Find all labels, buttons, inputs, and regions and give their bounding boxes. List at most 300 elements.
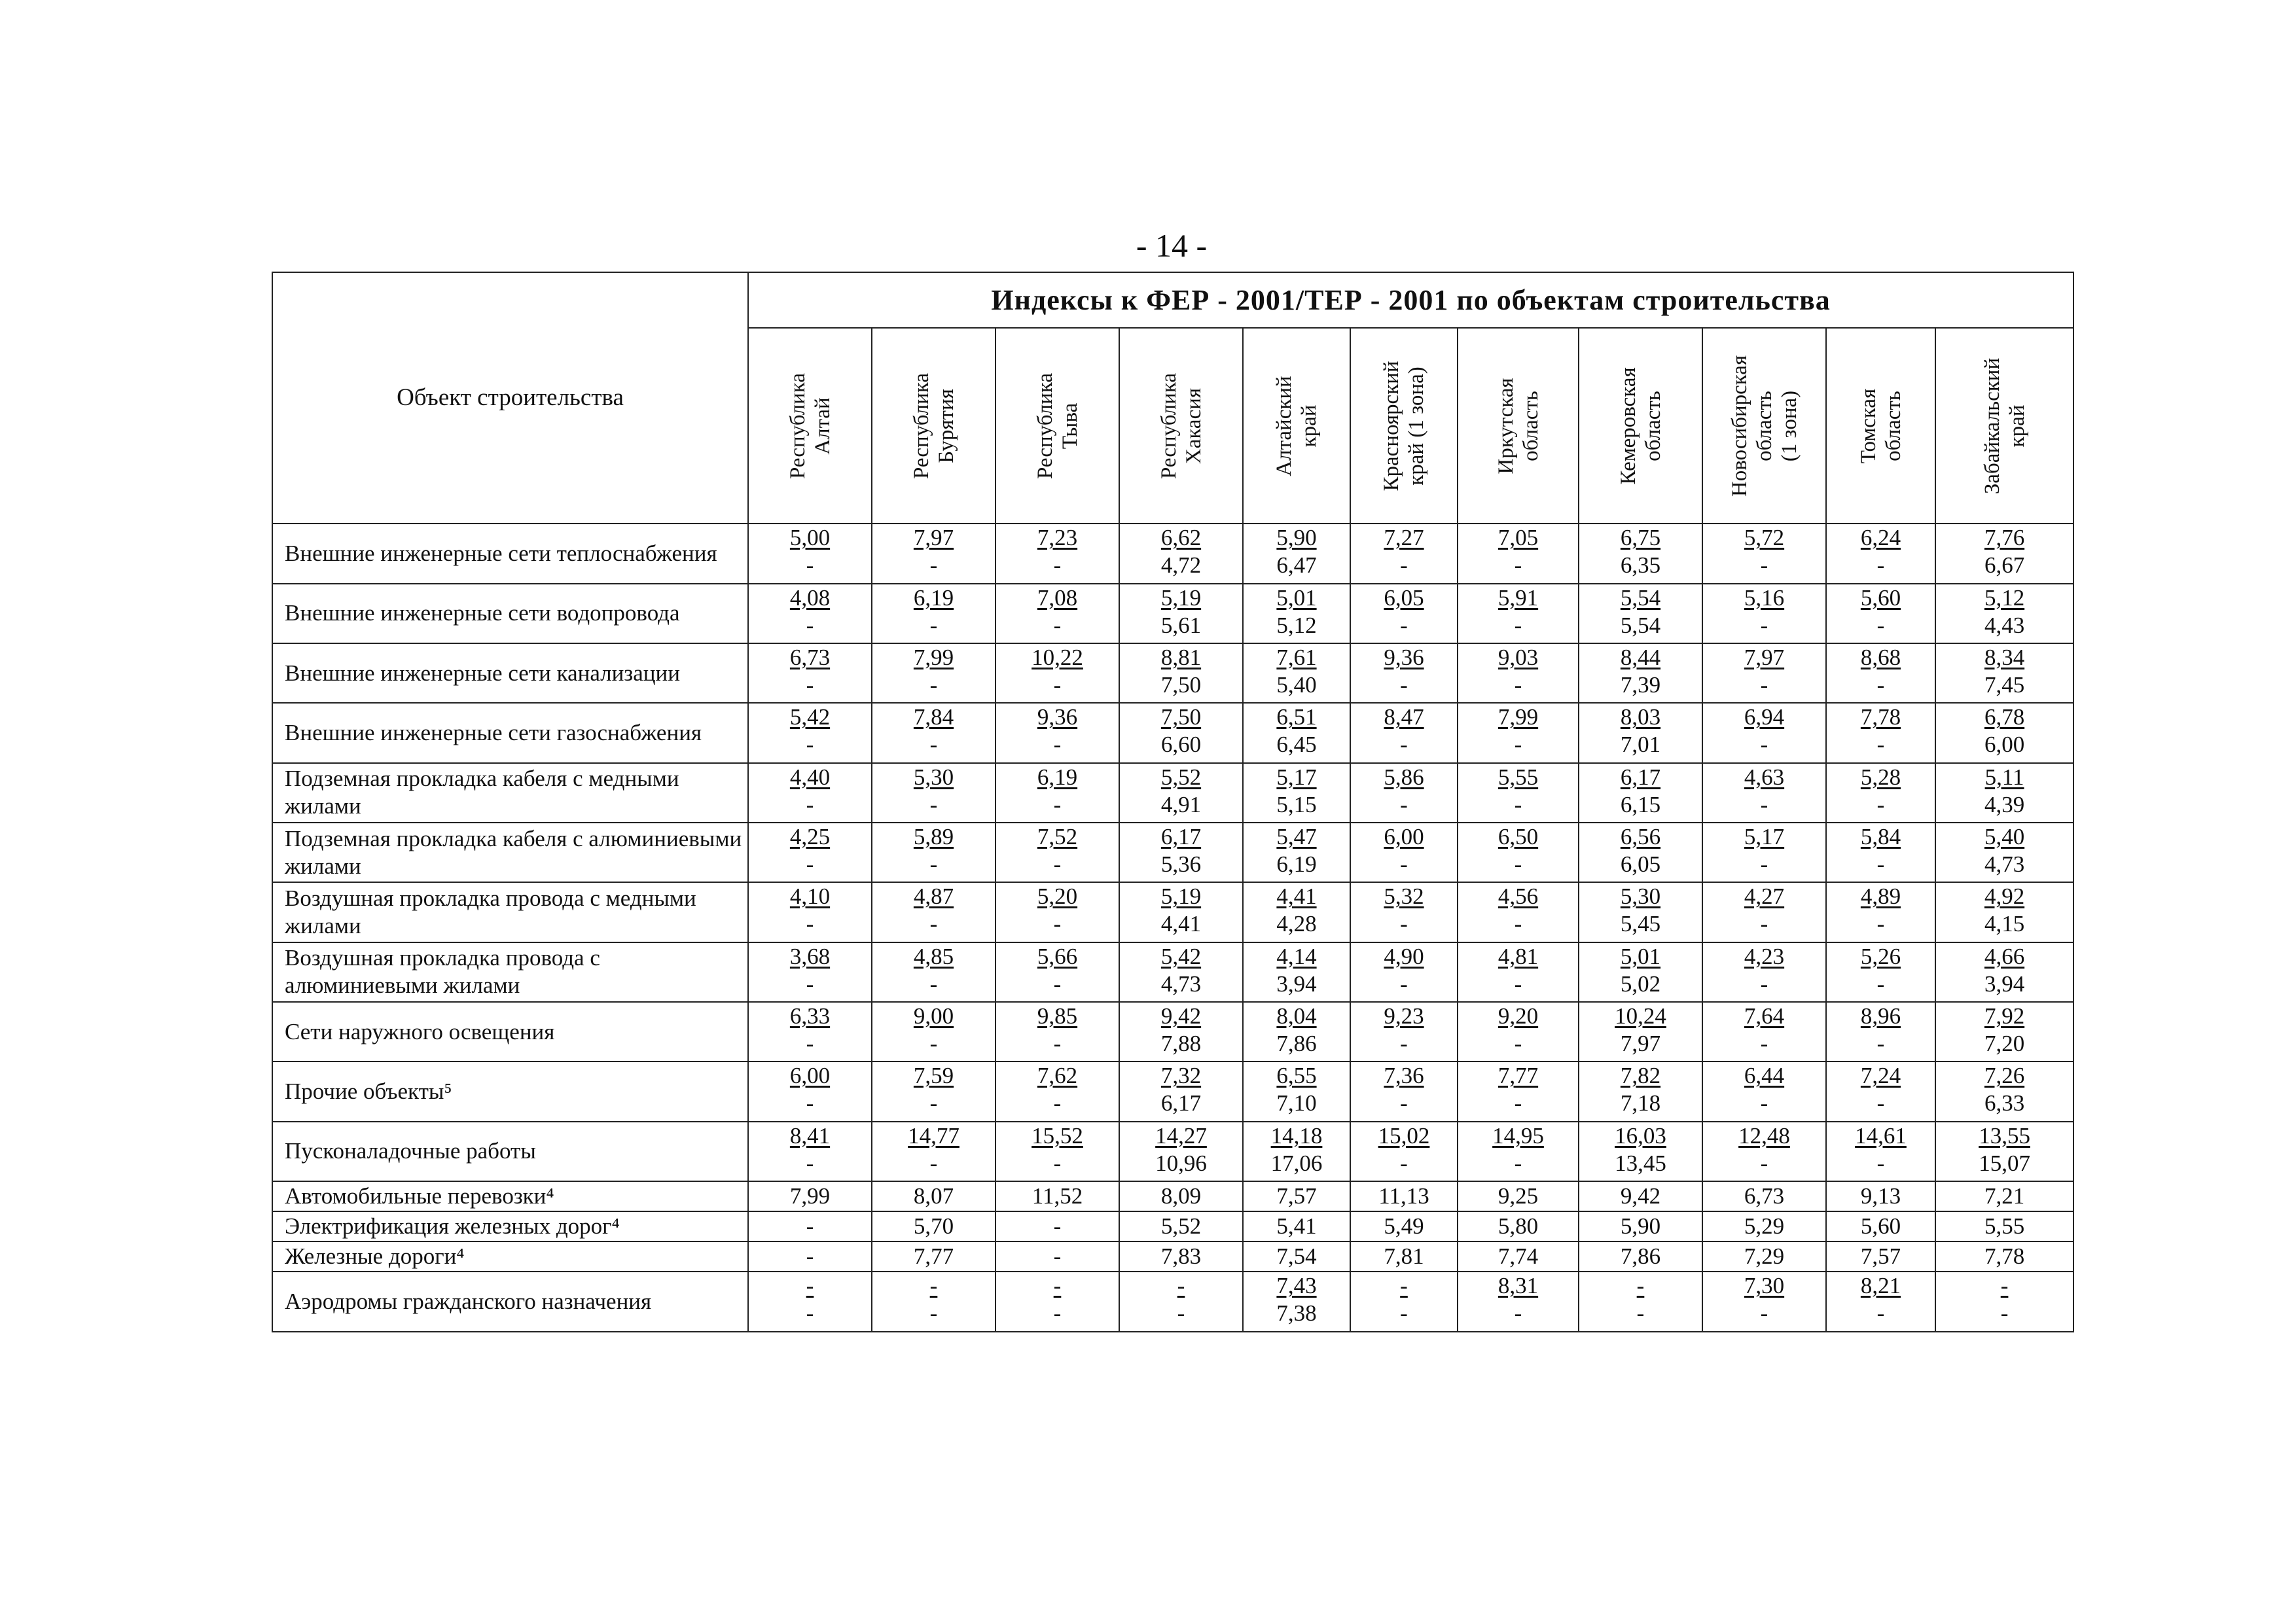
index-value-bottom: - <box>2000 1300 2009 1327</box>
object-name: Воздушная прокладка провода с алюминиевыми жилами <box>272 942 748 1002</box>
index-value-bottom: - <box>1760 732 1768 758</box>
index-cell <box>1579 524 1702 583</box>
index-cell <box>748 823 872 882</box>
index-cell <box>872 763 996 823</box>
index-value-top: 5,20 <box>1037 883 1078 910</box>
index-value-top: 4,56 <box>1498 883 1539 910</box>
index-cell <box>996 1061 1119 1121</box>
index-value-bottom: 6,17 <box>1160 1090 1202 1116</box>
region-name-line: Алтайский <box>1272 376 1296 476</box>
index-cell <box>1119 1061 1243 1121</box>
index-cell <box>996 643 1119 703</box>
table-row <box>272 1272 2073 1332</box>
index-value-top: 4,87 <box>913 883 954 910</box>
region-name-line: Красноярский <box>1380 361 1403 491</box>
index-value-bottom: 6,15 <box>1620 791 1661 817</box>
index-cell <box>1702 584 1826 643</box>
index-value-top: 6,17 <box>1160 824 1202 850</box>
index-value-top: 5,47 <box>1276 824 1317 850</box>
index-cell <box>1935 1061 2073 1121</box>
index-value-bottom: - <box>929 1031 938 1057</box>
index-value-bottom: 6,67 <box>1984 552 2025 579</box>
index-value-bottom: - <box>929 552 938 579</box>
index-cell <box>1579 942 1702 1002</box>
region-header <box>1702 328 1826 524</box>
index-cell <box>1826 643 1935 703</box>
index-value-bottom: - <box>1514 1031 1522 1057</box>
index-value-top: 4,40 <box>789 764 831 790</box>
index-cell <box>1935 823 2073 882</box>
index-cell <box>748 1272 872 1332</box>
index-cell <box>1119 703 1243 762</box>
index-value-bottom: - <box>1760 612 1768 638</box>
index-value-bottom: 3,94 <box>1984 971 2025 997</box>
index-cell <box>1826 1272 1935 1332</box>
index-value-bottom: - <box>1053 1300 1062 1327</box>
index-cell <box>1350 1002 1458 1061</box>
region-header <box>748 328 872 524</box>
index-value-top: 5,55 <box>1498 764 1539 790</box>
index-value-top: 7,26 <box>1984 1063 2025 1089</box>
table-row <box>272 703 2073 762</box>
index-value-bottom: - <box>929 791 938 817</box>
index-cell <box>996 763 1119 823</box>
index-value-top: - <box>1400 1273 1408 1299</box>
index-value-top: - <box>1636 1273 1645 1299</box>
region-header <box>1243 328 1350 524</box>
index-value-bottom: - <box>1400 911 1408 937</box>
index-cell <box>1935 942 2073 1002</box>
region-name-line: Бурятия <box>934 389 958 463</box>
index-value-top: 5,17 <box>1744 824 1785 850</box>
index-value-bottom: 7,01 <box>1620 732 1661 758</box>
index-cell <box>1935 643 2073 703</box>
index-value-top: - <box>806 1273 814 1299</box>
index-cell <box>1458 882 1579 942</box>
index-cell <box>1119 823 1243 882</box>
index-cell: 7,81 <box>1350 1241 1458 1272</box>
index-value-bottom: - <box>1053 612 1062 638</box>
index-value-top: 5,16 <box>1744 584 1785 611</box>
index-value-top: 7,43 <box>1276 1273 1317 1299</box>
region-name <box>1157 373 1206 479</box>
index-cell <box>872 823 996 882</box>
index-value-bottom: 5,61 <box>1160 612 1202 638</box>
index-value-bottom: - <box>1400 1300 1408 1327</box>
region-header <box>1826 328 1935 524</box>
table-row <box>272 584 2073 643</box>
index-value-top: 4,23 <box>1744 943 1785 969</box>
index-value-bottom: 6,00 <box>1984 732 2025 758</box>
index-cell: 9,13 <box>1826 1181 1935 1211</box>
index-value-top: 14,95 <box>1492 1122 1544 1149</box>
index-value-top: 6,19 <box>913 584 954 611</box>
index-value-bottom: - <box>929 732 938 758</box>
index-value-top: - <box>1177 1273 1185 1299</box>
index-value-top: 5,00 <box>789 525 831 551</box>
object-name: Подземная прокладка кабеля с алюминиевыми жилами <box>272 823 748 882</box>
index-value-bottom: 6,05 <box>1620 851 1661 878</box>
index-value-bottom: 10,96 <box>1155 1150 1207 1176</box>
index-cell <box>1350 882 1458 942</box>
index-value-bottom: - <box>1514 851 1522 878</box>
object-name: Внешние инженерные сети водопровода <box>272 584 748 643</box>
index-value-bottom: - <box>1053 911 1062 937</box>
index-value-top: 5,28 <box>1860 764 1901 790</box>
index-value-bottom: - <box>1876 1090 1885 1116</box>
index-cell: 7,54 <box>1243 1241 1350 1272</box>
index-cell <box>748 524 872 583</box>
table-row <box>272 1061 2073 1121</box>
index-cell <box>1243 942 1350 1002</box>
index-value-bottom: - <box>1636 1300 1645 1327</box>
index-cell <box>1579 882 1702 942</box>
index-value-bottom: - <box>1514 1150 1522 1176</box>
index-value-top: 4,66 <box>1984 943 2025 969</box>
index-value-bottom: 4,15 <box>1984 911 2025 937</box>
index-value-top: 6,94 <box>1744 704 1785 730</box>
index-value-bottom: - <box>929 971 938 997</box>
index-value-top: 7,23 <box>1037 525 1078 551</box>
object-name: Железные дороги⁴ <box>272 1241 748 1272</box>
index-value-top: 4,41 <box>1276 883 1317 910</box>
object-name: Прочие объекты⁵ <box>272 1061 748 1121</box>
index-cell <box>872 1061 996 1121</box>
index-cell <box>1579 1122 1702 1181</box>
index-cell <box>872 1272 996 1332</box>
index-value-top: 6,51 <box>1276 704 1317 730</box>
index-value-bottom: - <box>929 672 938 698</box>
index-value-top: 7,59 <box>913 1063 954 1089</box>
index-value-top: 7,30 <box>1744 1273 1785 1299</box>
index-value-top: 5,60 <box>1860 584 1901 611</box>
region-name-line: край <box>2005 404 2029 448</box>
index-value-top: 7,52 <box>1037 824 1078 850</box>
table-row <box>272 524 2073 583</box>
index-value-top: 8,04 <box>1276 1003 1317 1029</box>
index-cell <box>996 703 1119 762</box>
index-value-bottom: - <box>1876 911 1885 937</box>
index-cell <box>1458 1002 1579 1061</box>
index-value-top: 5,72 <box>1744 525 1785 551</box>
index-value-top: 6,00 <box>1384 824 1424 850</box>
index-cell <box>1826 823 1935 882</box>
index-cell <box>1243 1061 1350 1121</box>
index-cell <box>1350 524 1458 583</box>
index-cell <box>872 524 996 583</box>
index-cell <box>872 942 996 1002</box>
index-value-top: 12,48 <box>1738 1122 1790 1149</box>
index-value-bottom: - <box>806 851 814 878</box>
index-cell <box>748 1122 872 1181</box>
index-cell <box>1579 1272 1702 1332</box>
index-cell: 5,70 <box>872 1211 996 1241</box>
index-cell <box>1119 584 1243 643</box>
index-value-top: 5,32 <box>1384 883 1424 910</box>
index-value-bottom: 7,20 <box>1984 1031 2025 1057</box>
index-value-bottom: 13,45 <box>1615 1150 1666 1176</box>
index-value-top: 6,62 <box>1160 525 1202 551</box>
index-value-bottom: - <box>806 672 814 698</box>
table-row <box>272 1181 2073 1211</box>
region-name <box>1616 367 1666 484</box>
index-value-top: 5,11 <box>1984 764 2024 790</box>
index-value-bottom: - <box>929 1150 938 1176</box>
index-cell <box>1458 703 1579 762</box>
index-cell <box>1826 763 1935 823</box>
index-cell <box>1826 942 1935 1002</box>
region-name <box>1272 376 1321 476</box>
index-value-top: 8,96 <box>1860 1003 1901 1029</box>
index-value-bottom: - <box>1400 1150 1408 1176</box>
index-value-bottom: - <box>929 1090 938 1116</box>
index-value-top: 5,52 <box>1160 764 1202 790</box>
index-cell <box>1702 524 1826 583</box>
index-value-bottom: - <box>1514 971 1522 997</box>
index-value-top: 7,64 <box>1744 1003 1785 1029</box>
index-value-bottom: - <box>1400 672 1408 698</box>
region-name-line: Кемеровская <box>1616 367 1640 485</box>
object-name: Внешние инженерные сети канализации <box>272 643 748 703</box>
index-value-top: 10,22 <box>1031 645 1083 671</box>
index-value-top: 6,56 <box>1620 824 1661 850</box>
index-value-bottom: - <box>1400 612 1408 638</box>
index-value-bottom: - <box>1876 612 1885 638</box>
index-value-top: 5,84 <box>1860 824 1901 850</box>
index-value-top: 7,32 <box>1160 1063 1202 1089</box>
index-value-bottom: - <box>1876 1150 1885 1176</box>
index-value-top: 5,19 <box>1160 584 1202 611</box>
index-cell <box>1350 1272 1458 1332</box>
index-value-bottom: 7,97 <box>1620 1031 1661 1057</box>
table-row <box>272 1002 2073 1061</box>
index-cell <box>1702 882 1826 942</box>
region-name-line: Забайкальский <box>1980 357 2004 494</box>
region-name <box>1856 389 1906 463</box>
object-name: Автомобильные перевозки⁴ <box>272 1181 748 1211</box>
index-value-top: 9,36 <box>1384 645 1424 671</box>
index-value-bottom: - <box>1053 971 1062 997</box>
table-row <box>272 763 2073 823</box>
region-header <box>996 328 1119 524</box>
index-cell <box>1579 584 1702 643</box>
index-cell <box>1935 524 2073 583</box>
index-cell <box>1702 643 1826 703</box>
index-value-top: 7,78 <box>1860 704 1901 730</box>
index-cell <box>1458 942 1579 1002</box>
index-value-top: 5,30 <box>1620 883 1661 910</box>
index-value-bottom: 7,88 <box>1160 1031 1202 1057</box>
index-value-bottom: 5,54 <box>1620 612 1661 638</box>
index-value-bottom: 7,10 <box>1276 1090 1317 1116</box>
index-value-bottom: - <box>1514 612 1522 638</box>
index-cell <box>1119 524 1243 583</box>
index-value-bottom: - <box>1053 672 1062 698</box>
index-value-top: 8,03 <box>1620 704 1661 730</box>
index-value-top: 8,21 <box>1860 1273 1901 1299</box>
index-value-bottom: - <box>1053 791 1062 817</box>
index-cell <box>1350 1061 1458 1121</box>
index-value-bottom: - <box>806 552 814 579</box>
region-name-line: Новосибирская <box>1727 355 1751 497</box>
table-row <box>272 823 2073 882</box>
object-name: Подземная прокладка кабеля с медными жилами <box>272 763 748 823</box>
index-value-top: 5,12 <box>1984 584 2025 611</box>
index-value-bottom: - <box>1876 552 1885 579</box>
region-name <box>1980 358 2030 494</box>
index-value-top: - <box>2000 1273 2009 1299</box>
index-cell <box>1702 1122 1826 1181</box>
index-value-top: - <box>929 1273 938 1299</box>
index-value-bottom: - <box>1876 1300 1885 1327</box>
region-name <box>1379 361 1429 491</box>
index-value-top: 7,92 <box>1984 1003 2025 1029</box>
index-cell <box>1243 1122 1350 1181</box>
index-value-bottom: 6,33 <box>1984 1090 2025 1116</box>
index-value-bottom: - <box>806 1031 814 1057</box>
index-value-top: 6,55 <box>1276 1063 1317 1089</box>
index-value-top: 6,78 <box>1984 704 2025 730</box>
index-value-top: 9,00 <box>913 1003 954 1029</box>
index-value-bottom: 7,18 <box>1620 1090 1661 1116</box>
index-cell: 5,55 <box>1935 1211 2073 1241</box>
index-value-top: 9,20 <box>1498 1003 1539 1029</box>
index-value-top: 6,50 <box>1498 824 1539 850</box>
index-cell <box>748 1002 872 1061</box>
index-value-top: 4,27 <box>1744 883 1785 910</box>
index-value-top: 9,42 <box>1160 1003 1202 1029</box>
index-value-top: 3,68 <box>789 943 831 969</box>
index-cell <box>996 823 1119 882</box>
index-value-bottom: - <box>1400 851 1408 878</box>
index-cell: - <box>996 1241 1119 1272</box>
index-value-bottom: - <box>929 851 938 878</box>
index-cell <box>872 643 996 703</box>
index-value-top: 4,92 <box>1984 883 2025 910</box>
index-cell <box>1458 1061 1579 1121</box>
index-cell <box>1350 823 1458 882</box>
index-cell <box>1826 1061 1935 1121</box>
index-cell: 6,73 <box>1702 1181 1826 1211</box>
index-value-top: 6,44 <box>1744 1063 1785 1089</box>
index-value-bottom: - <box>806 791 814 817</box>
object-name: Аэродромы гражданского назначения <box>272 1272 748 1332</box>
index-cell <box>1935 1002 2073 1061</box>
index-cell <box>872 1122 996 1181</box>
index-value-bottom: 4,39 <box>1984 791 2025 817</box>
index-value-top: 5,42 <box>1160 943 1202 969</box>
index-value-bottom: 6,19 <box>1276 851 1317 878</box>
index-value-top: 7,36 <box>1384 1063 1424 1089</box>
index-cell <box>1826 703 1935 762</box>
index-value-top: 6,24 <box>1860 525 1901 551</box>
index-value-bottom: - <box>1400 971 1408 997</box>
index-value-top: 4,10 <box>789 883 831 910</box>
index-value-top: 5,40 <box>1984 824 2025 850</box>
index-value-top: 9,03 <box>1498 645 1539 671</box>
index-value-bottom: - <box>1760 1300 1768 1327</box>
index-value-bottom: - <box>1514 672 1522 698</box>
index-value-bottom: - <box>1760 911 1768 937</box>
index-value-bottom: 5,12 <box>1276 612 1317 638</box>
index-cell: 7,74 <box>1458 1241 1579 1272</box>
index-cell <box>1702 1272 1826 1332</box>
index-value-top: 9,23 <box>1384 1003 1424 1029</box>
index-value-top: 8,34 <box>1984 645 2025 671</box>
index-cell <box>872 1002 996 1061</box>
index-value-bottom: - <box>1760 1031 1768 1057</box>
index-value-top: 14,18 <box>1270 1122 1323 1149</box>
index-value-top: 5,89 <box>913 824 954 850</box>
index-value-top: 5,90 <box>1276 525 1317 551</box>
index-cell <box>1702 1061 1826 1121</box>
index-value-top: 13,55 <box>1979 1122 2030 1149</box>
index-value-bottom: - <box>1053 732 1062 758</box>
index-value-bottom: - <box>1514 791 1522 817</box>
index-value-bottom: - <box>1514 911 1522 937</box>
index-cell <box>996 1002 1119 1061</box>
index-value-bottom: - <box>1053 552 1062 579</box>
index-value-bottom: 6,45 <box>1276 732 1317 758</box>
index-value-top: 8,44 <box>1620 645 1661 671</box>
index-value-bottom: - <box>1760 1150 1768 1176</box>
indices-header: Индексы к ФЕР - 2001/ТЕР - 2001 по объектам строительства <box>748 272 2073 328</box>
index-value-bottom: - <box>1514 732 1522 758</box>
index-value-bottom: - <box>1760 971 1768 997</box>
index-cell <box>1826 1122 1935 1181</box>
index-value-top: 9,36 <box>1037 704 1078 730</box>
index-cell <box>1458 643 1579 703</box>
index-value-top: 4,85 <box>913 943 954 969</box>
index-value-top: 6,75 <box>1620 525 1661 551</box>
page-number: - 14 - <box>1136 227 1208 264</box>
index-value-bottom: 3,94 <box>1276 971 1317 997</box>
index-value-bottom: 5,15 <box>1276 791 1317 817</box>
index-cell <box>1119 942 1243 1002</box>
index-cell <box>1579 1002 1702 1061</box>
index-value-top: 7,97 <box>1744 645 1785 671</box>
index-value-top: 14,77 <box>908 1122 960 1149</box>
index-value-top: 6,19 <box>1037 764 1078 790</box>
index-value-top: 4,14 <box>1276 943 1317 969</box>
index-cell <box>1243 823 1350 882</box>
region-name-line: Республика <box>1033 372 1057 479</box>
index-cell: - <box>748 1241 872 1272</box>
index-value-top: 5,66 <box>1037 943 1078 969</box>
index-value-bottom: 5,40 <box>1276 672 1317 698</box>
index-cell <box>748 942 872 1002</box>
region-name-line: Хакасия <box>1181 387 1206 464</box>
index-value-top: 5,01 <box>1620 943 1661 969</box>
index-cell: - <box>996 1211 1119 1241</box>
index-value-top: 5,54 <box>1620 584 1661 611</box>
region-name-line: область <box>1881 391 1905 461</box>
index-value-top: 7,99 <box>1498 704 1539 730</box>
index-value-bottom: 4,73 <box>1160 971 1202 997</box>
index-value-top: 5,01 <box>1276 584 1317 611</box>
index-value-bottom: 6,60 <box>1160 732 1202 758</box>
table-row <box>272 1122 2073 1181</box>
region-name-line: Иркутская <box>1494 378 1518 474</box>
index-value-bottom: 7,50 <box>1160 672 1202 698</box>
index-value-bottom: 4,91 <box>1160 791 1202 817</box>
index-value-bottom: - <box>1053 1090 1062 1116</box>
region-name-line: Алтай <box>810 397 834 455</box>
index-cell: 7,83 <box>1119 1241 1243 1272</box>
index-cell <box>1350 1122 1458 1181</box>
index-value-top: 7,05 <box>1498 525 1539 551</box>
index-value-top: 7,76 <box>1984 525 2025 551</box>
